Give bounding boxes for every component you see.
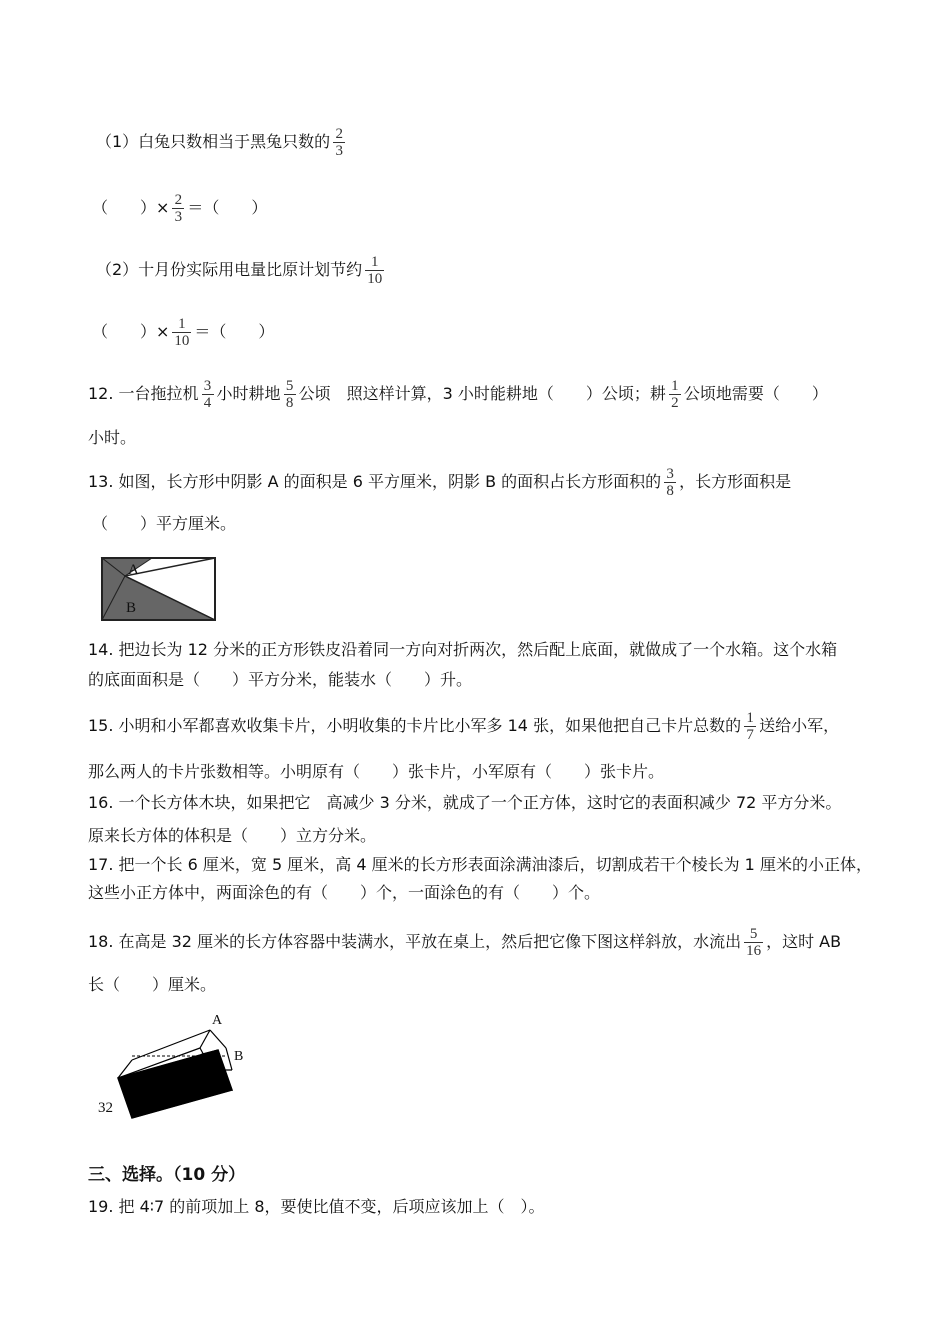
q11-part1-equation	[92, 192, 267, 225]
q17-line2: 这些小正方体中，两面涂色的有（ ）个，一面涂色的有（ ）个。	[88, 883, 601, 902]
equation-right: ＝（ ）	[194, 322, 275, 341]
label-height: 32	[98, 1100, 113, 1116]
q13-text-b: ，长方形面积是	[679, 472, 792, 491]
equation-left: （ ）×	[92, 198, 170, 217]
q15-text-b: 送给小军，	[759, 716, 840, 735]
section-heading: 三、选择。（10 分）	[88, 1165, 246, 1185]
q15-line2: 那么两人的卡片张数相等。小明原有（ ）张卡片，小军原有（ ）张卡片。	[88, 762, 665, 781]
q11-part2	[96, 254, 387, 287]
fraction: $\frac{2}{3}$	[333, 126, 345, 159]
label-a: A	[212, 1013, 223, 1028]
q11-part2-equation	[92, 316, 274, 349]
q17-line1: 17. 把一个长 6 厘米，宽 5 厘米，高 4 厘米的长方形表面涂满油漆后，切割成若干个棱长为 1 厘米的小正体，	[88, 855, 872, 874]
fraction: $\frac{2}{3}$	[172, 192, 184, 225]
equation-right: ＝（ ）	[187, 198, 268, 217]
q11-part1-text: （1）白兔只数相当于黑兔只数的	[96, 132, 331, 151]
q13-rectangle-figure	[100, 556, 218, 622]
q18-text-a: 18. 在高是 32 厘米的长方体容器中装满水，平放在桌上，然后把它像下图这样斜放，水流出	[88, 932, 742, 951]
q19-line1: 19. 把 4∶7 的前项加上 8，要使比值不变，后项应该加上（ ）。	[88, 1197, 545, 1216]
fraction: $\frac{5}{8}$	[284, 378, 296, 411]
q13-line1	[88, 466, 791, 499]
q18-text-b: ，这时 AB	[766, 932, 842, 951]
q13-text-a: 13. 如图，长方形中阴影 A 的面积是 6 平方厘米，阴影 B 的面积占长方形面积的	[88, 472, 662, 491]
q12-text-b: 小时耕地	[216, 384, 281, 403]
q12-text-a: 12. 一台拖拉机	[88, 384, 199, 403]
label-b: B	[126, 600, 137, 616]
fraction: $\frac{3}{8}$	[664, 466, 676, 499]
q12-line1	[88, 378, 828, 411]
fraction: $\frac{1}{2}$	[669, 378, 681, 411]
equation-left: （ ）×	[92, 322, 170, 341]
q12-line2: 小时。	[88, 428, 137, 447]
q14-line1: 14. 把边长为 12 分米的正方形铁皮沿着同一方向对折两次，然后配上底面，就做成了一个水箱。这个水箱	[88, 640, 838, 659]
q16-line1: 16. 一个长方体木块，如果把它 高减少 3 分米，就成了一个正方体，这时它的表面积减少 72 平方分米。	[88, 793, 842, 812]
fraction: $\frac{1}{7}$	[744, 710, 756, 743]
q14-line2: 的底面面积是（ ）平方分米，能装水（ ）升。	[88, 670, 473, 689]
q15-text-a: 15. 小明和小军都喜欢收集卡片，小明收集的卡片比小军多 14 张，如果他把自己卡片总数的	[88, 716, 742, 735]
q11-part2-text: （2）十月份实际用电量比原计划节约	[96, 260, 363, 279]
q11-part1	[96, 126, 348, 159]
q18-line1	[88, 926, 841, 959]
fraction: $\frac{1}{10}$	[174, 316, 190, 349]
q18-line2: 长（ ）厘米。	[88, 975, 217, 994]
fraction: $\frac{5}{16}$	[746, 926, 762, 959]
q12-text-d: 公顷地需要（ ）	[683, 384, 828, 403]
q18-tilted-container-figure	[92, 1008, 262, 1128]
q16-line2: 原来长方体的体积是（ ）立方分米。	[88, 826, 377, 845]
q15-line1	[88, 710, 839, 743]
label-a: A	[128, 562, 139, 578]
q12-text-c: 公顷 照这样计算，3 小时能耕地（ ）公顷；耕	[298, 384, 666, 403]
label-b: B	[234, 1049, 244, 1064]
fraction: $\frac{3}{4}$	[202, 378, 214, 411]
q13-line2: （ ）平方厘米。	[92, 514, 237, 533]
fraction: $\frac{1}{10}$	[367, 254, 383, 287]
